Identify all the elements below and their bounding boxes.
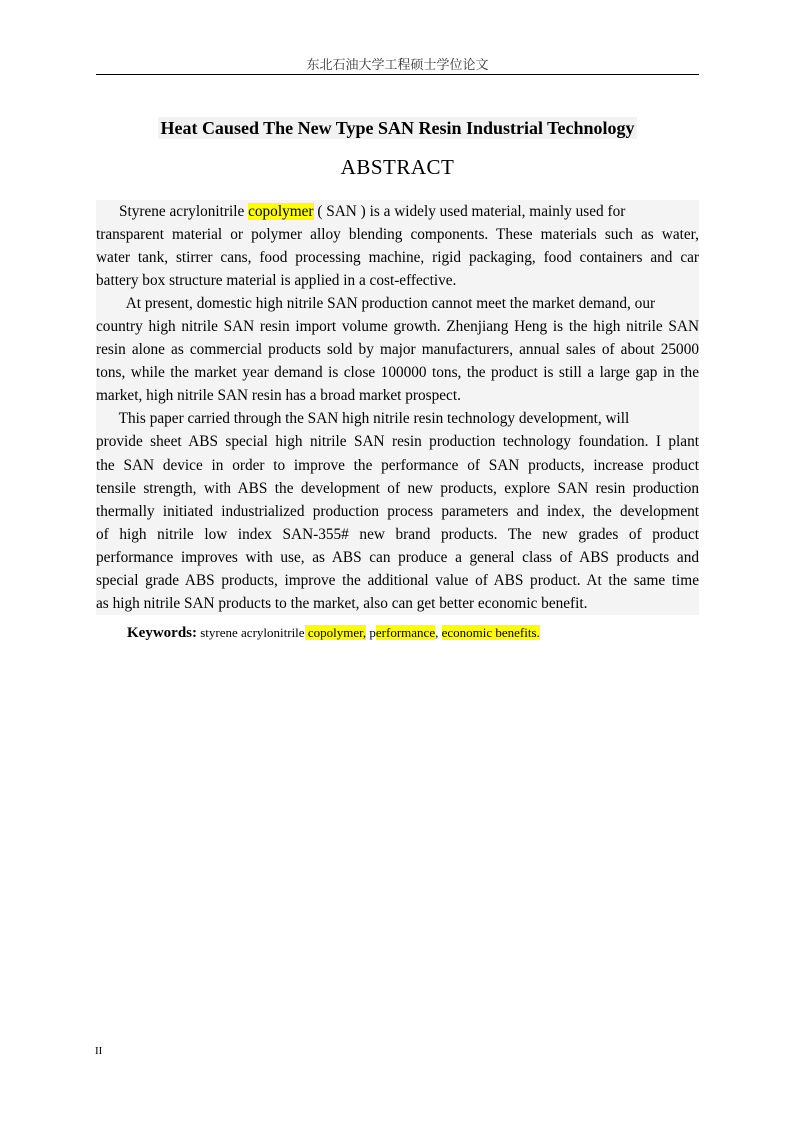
paragraph-3 xyxy=(96,407,699,614)
keywords-label: Keywords: xyxy=(127,625,197,641)
paragraph-line: as high nitrile SAN products to the market, also can get better economic benefit. xyxy=(96,594,588,612)
keyword-text: , xyxy=(435,625,442,640)
highlighted-keyword: economic benefits. xyxy=(441,625,540,640)
keyword-text: p xyxy=(366,625,376,640)
paragraph-line xyxy=(96,200,699,223)
paragraph-line: tons, while the market year demand is close 100000 tons, the product is still a large gap in the xyxy=(96,364,699,382)
paragraph-1 xyxy=(96,200,699,292)
paragraph-line: the SAN device in order to improve the performance of SAN products, increase product xyxy=(96,456,699,474)
paragraph-2 xyxy=(96,292,699,407)
keywords-line xyxy=(127,623,540,643)
thesis-title xyxy=(96,118,699,139)
paragraph-line: performance improves with use, as ABS can produce a general class of ABS products and xyxy=(96,548,699,566)
paragraph-line: This paper carried through the SAN high nitrile resin technology development, will xyxy=(96,410,630,428)
thesis-title-text: Heat Caused The New Type SAN Resin Industrial Technology xyxy=(160,118,635,138)
header-rule xyxy=(96,74,699,75)
abstract-heading: ABSTRACT xyxy=(340,155,455,179)
paragraph-line: battery box structure material is applied in a cost-effective. xyxy=(96,272,457,290)
paragraph-line: provide sheet ABS special high nitrile SAN resin production technology foundation. I plant xyxy=(96,433,699,451)
paragraph-line: of high nitrile low index SAN-355# new brand products. The new grades of product xyxy=(96,525,699,543)
paragraph-line: country high nitrile SAN resin import volume growth. Zhenjiang Heng is the high nitrile SAN xyxy=(96,318,699,336)
paragraph-line: water tank, stirrer cans, food processing machine, rigid packaging, food containers and car xyxy=(96,249,699,267)
line-text: ( SAN ) is a widely used material, mainly used for xyxy=(313,203,626,220)
paragraph-line: tensile strength, with ABS the development of new products, explore SAN resin production xyxy=(96,479,699,497)
paragraph-line: market, high nitrile SAN resin has a broad market prospect. xyxy=(96,387,461,405)
abstract-body xyxy=(96,200,699,615)
paragraph-line: resin alone as commercial products sold by major manufacturers, annual sales of about 25000 xyxy=(96,341,699,359)
line-text: Styrene acrylonitrile xyxy=(96,203,249,220)
paragraph-line: thermally initiated industrialized production process parameters and index, the development xyxy=(96,502,699,520)
running-header: 东北石油大学工程硕士学位论文 xyxy=(306,57,489,72)
paragraph-line: special grade ABS products, improve the additional value of ABS product. At the same time xyxy=(96,571,699,589)
highlighted-term: copolymer xyxy=(248,203,314,220)
page-number: II xyxy=(95,1045,103,1057)
highlighted-keyword: erformance xyxy=(375,625,436,640)
paragraph-line: At present, domestic high nitrile SAN production cannot meet the market demand, our xyxy=(96,295,656,313)
keyword-text: styrene acrylonitrile xyxy=(197,625,305,640)
highlighted-keyword: copolymer, xyxy=(304,625,367,640)
paragraph-line: transparent material or polymer alloy blending components. These materials such as water, xyxy=(96,226,699,244)
